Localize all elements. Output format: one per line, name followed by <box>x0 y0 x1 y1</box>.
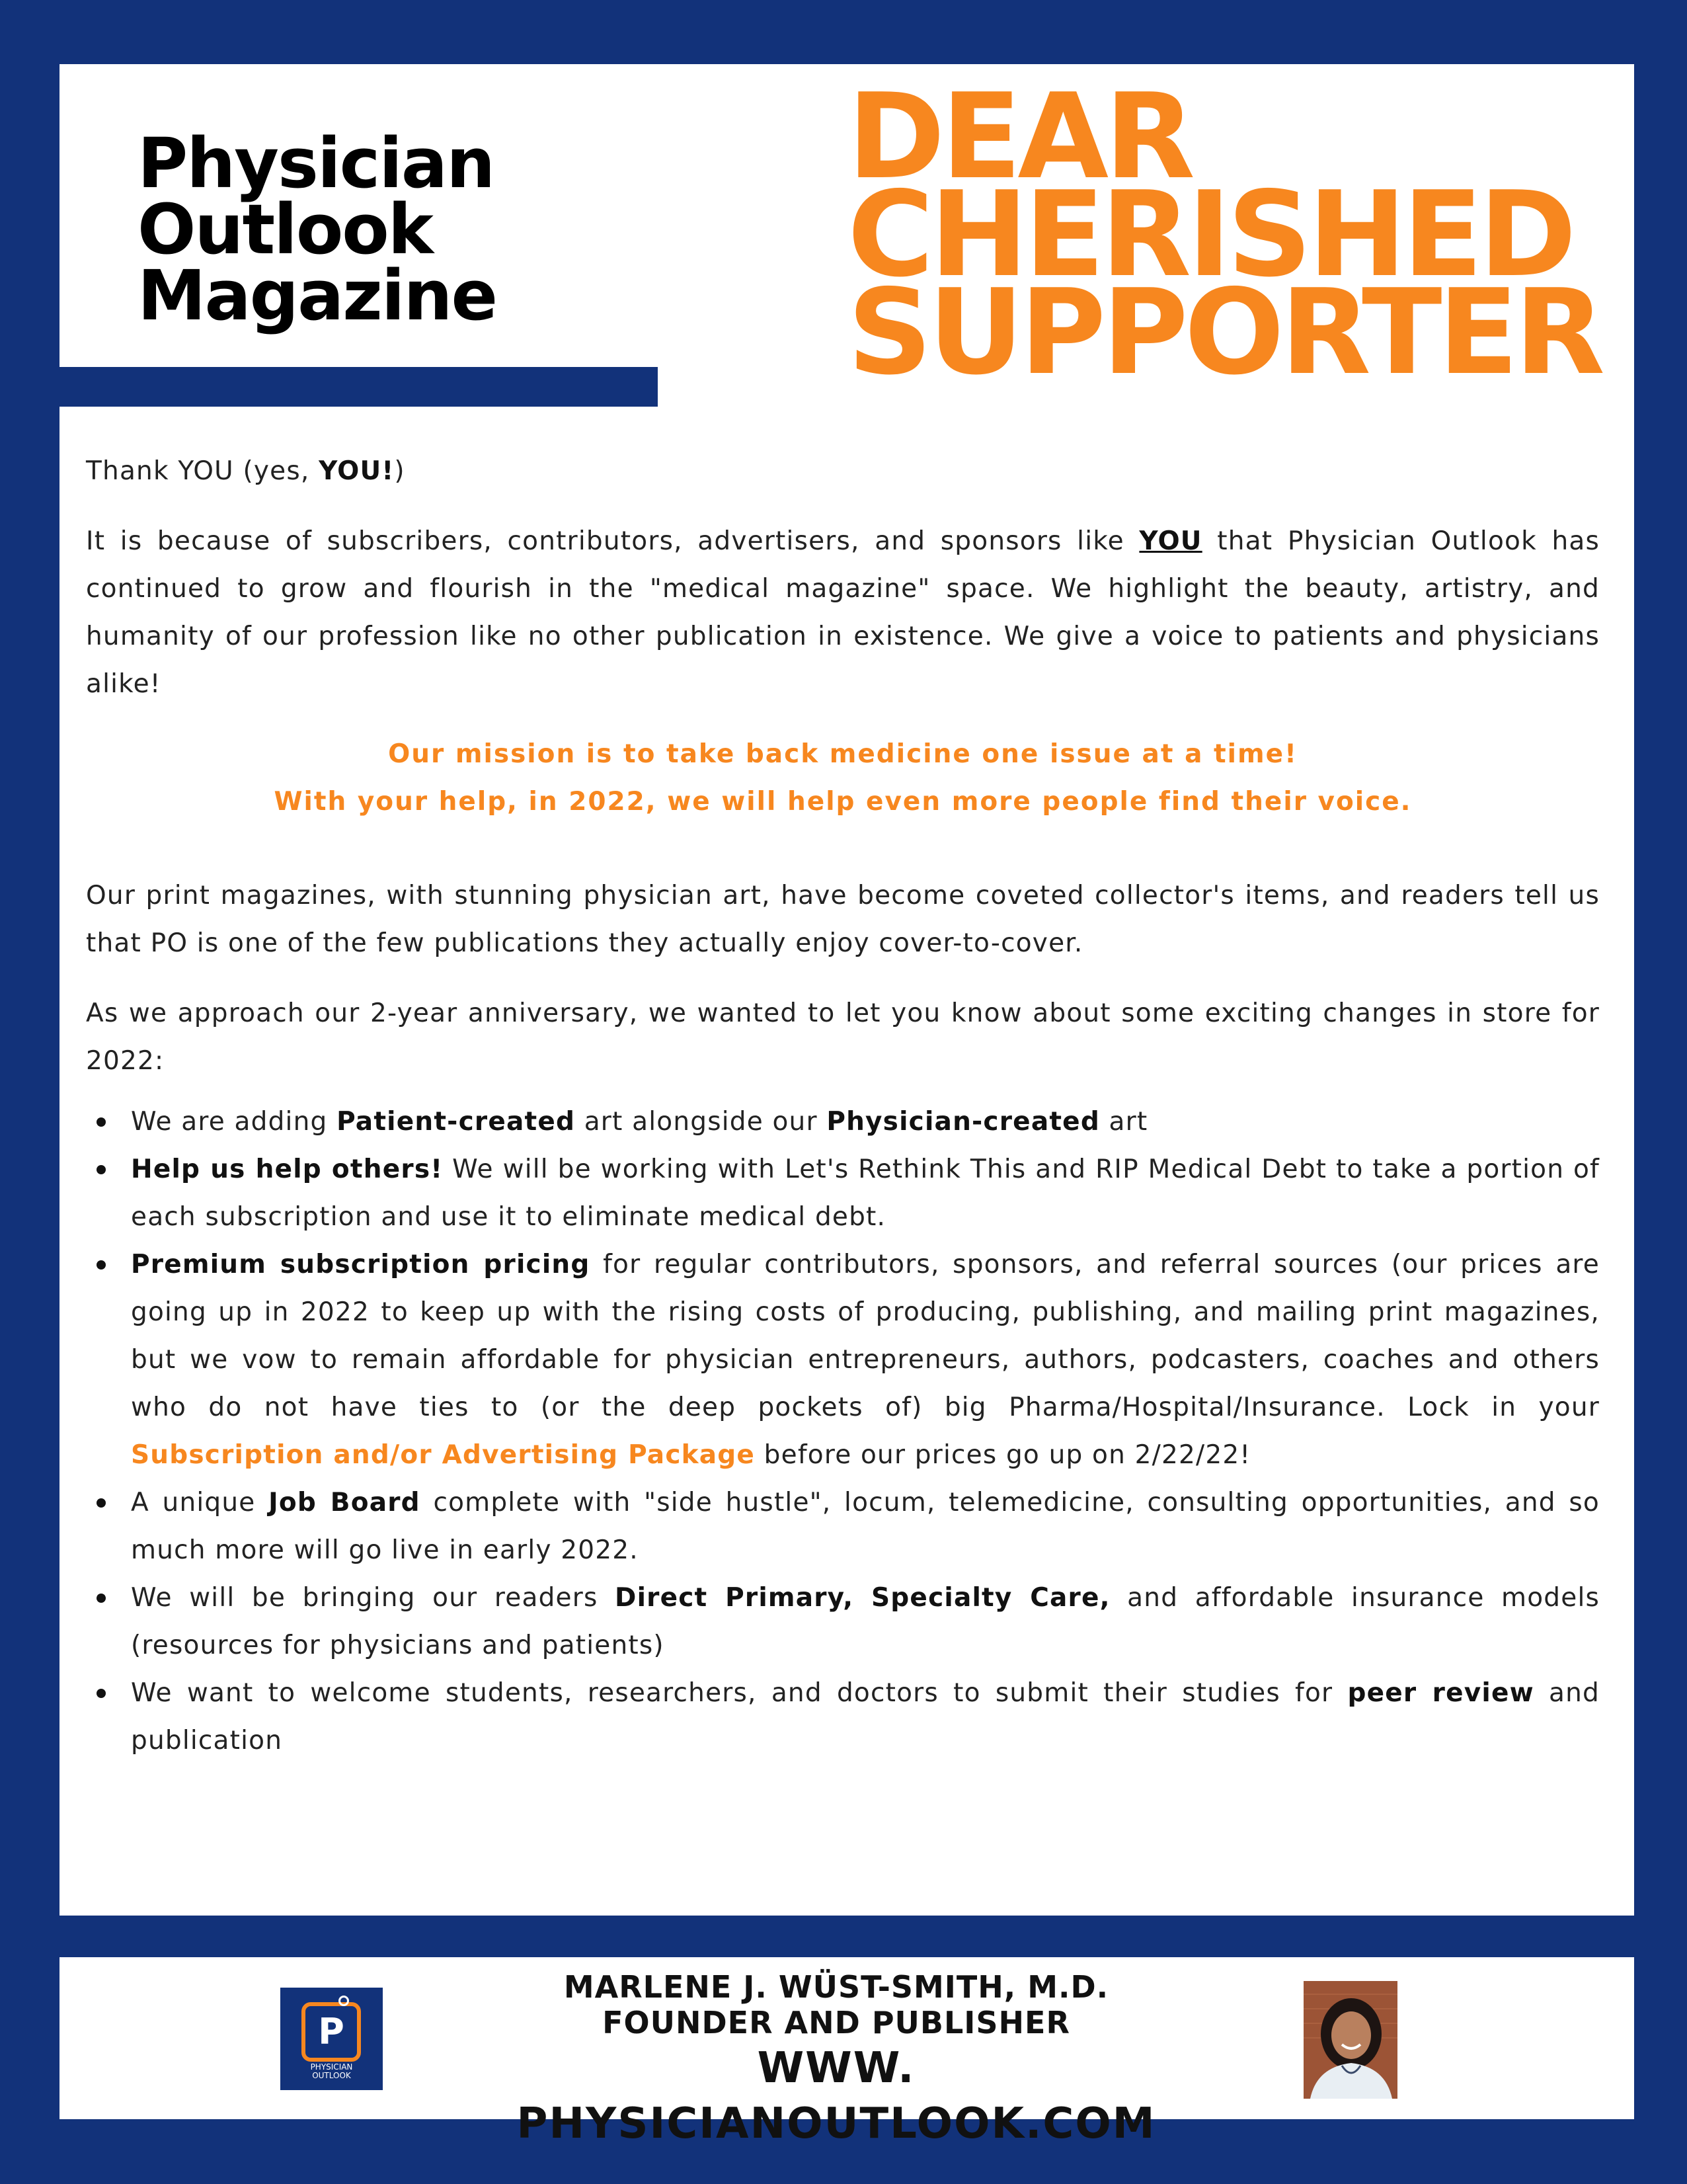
letter-body <box>86 448 1600 1765</box>
mission-statement <box>86 731 1600 826</box>
bullet-text: A unique <box>131 1488 269 1517</box>
bullet-text: for regular contributors, sponsors, and referral sources (our prices are going up in 2022 to keep up with the rising costs of producing, publishing, and mailing print magazines, but we vow to remain affordable for physician entrepreneurs, authors, podcasters, coaches and others who do not have ties to (or the deep pockets of) big Pharma/Hospital/Insurance. Lock in your <box>131 1250 1600 1422</box>
greeting <box>86 448 1600 495</box>
logo-caption <box>280 2063 383 2080</box>
greeting-emphasis: YOU! <box>319 456 395 486</box>
intro-text-end: that Physician Outlook has continued to grow and flourish in the "medical magazine" space. We highlight the beauty, artistry, and humanity of our profession like no other publication in existence. We give a voice to patients and physicians alike! <box>86 526 1600 699</box>
founder-photo <box>1304 1981 1397 2099</box>
list-item <box>131 1146 1600 1241</box>
headline <box>847 68 1602 401</box>
intro-text-start: It is because of subscribers, contributors, advertisers, and sponsors like <box>86 526 1140 556</box>
headline-line-3: SUPPORTER <box>847 264 1602 401</box>
logo-caption-line-1: PHYSICIAN <box>310 2062 353 2072</box>
logo-mark: P <box>301 2002 361 2062</box>
greeting-text: Thank YOU (yes, <box>86 456 319 486</box>
founder-portrait-icon <box>1304 1981 1397 2099</box>
subscription-package-link[interactable]: Subscription and/or Advertising Package <box>131 1440 756 1470</box>
header-divider-bar <box>59 367 658 407</box>
bullet-text: complete with "side hustle", locum, telemedicine, consulting opportunities, and so much more will go live in early 2022. <box>131 1488 1600 1565</box>
bullet-text: We want to welcome students, researchers, and doctors to submit their studies for <box>131 1678 1348 1708</box>
intro-you-emphasis: YOU <box>1139 526 1202 556</box>
bullet-emphasis: Direct Primary, Specialty Care, <box>615 1583 1111 1613</box>
magazine-title <box>137 123 497 336</box>
bullet-emphasis: Premium subscription pricing <box>131 1250 590 1279</box>
bullet-text: We will be working with Let's Rethink This and RIP Medical Debt to take a portion of each subscription and use it to eliminate medical debt. <box>131 1154 1600 1232</box>
mission-line-2: With your help, in 2022, we will help even more people find their voice. <box>274 787 1412 817</box>
bullet-emphasis: Help us help others! <box>131 1154 444 1184</box>
list-item <box>131 1670 1600 1765</box>
bullet-text: art alongside our <box>575 1107 827 1137</box>
list-item <box>131 1241 1600 1479</box>
bullet-emphasis: Patient-created <box>336 1107 576 1137</box>
signature-footer <box>59 1957 1634 2148</box>
logo-degree-icon <box>338 1996 349 2006</box>
bullet-text: and publication <box>131 1678 1600 1756</box>
bullet-text: art <box>1099 1107 1148 1137</box>
brand-line-1: Physician <box>137 123 494 204</box>
signature-block <box>456 1969 1216 2152</box>
bullet-text: before our prices go up on 2/22/22! <box>755 1440 1251 1470</box>
anniversary-paragraph: As we approach our 2-year anniversary, we wanted to let you know about some exciting changes in store for 2022: <box>86 998 1600 1076</box>
bullet-emphasis: peer review <box>1347 1678 1534 1708</box>
list-item <box>131 1098 1600 1146</box>
greeting-close: ) <box>394 456 405 486</box>
headline-line-2: CHERISHED <box>847 166 1573 303</box>
changes-list <box>86 1098 1600 1765</box>
founder-name: MARLENE J. WÜST-SMITH, M.D. <box>563 1969 1109 2005</box>
founder-role: FOUNDER AND PUBLISHER <box>602 2005 1070 2041</box>
website-link[interactable]: WWW. PHYSICIANOUTLOOK.COM <box>516 2044 1156 2148</box>
list-item <box>131 1574 1600 1670</box>
list-item <box>131 1479 1600 1574</box>
physician-outlook-logo <box>280 1988 383 2090</box>
letter-panel <box>59 64 1634 1916</box>
bullet-text: and affordable insurance models (resources for physicians and patients) <box>131 1583 1600 1660</box>
bullet-emphasis: Job Board <box>268 1488 420 1517</box>
logo-caption-line-2: OUTLOOK <box>312 2071 351 2080</box>
brand-line-3: Magazine <box>137 255 497 336</box>
intro-paragraph <box>86 518 1600 708</box>
brand-line-2: Outlook <box>137 189 432 270</box>
headline-line-1: DEAR <box>847 68 1192 205</box>
bullet-text: We are adding <box>131 1107 337 1137</box>
bullet-text: We will be bringing our readers <box>131 1583 615 1613</box>
print-magazines-paragraph: Our print magazines, with stunning physician art, have become coveted collector's items, and readers tell us that PO is one of the few publications they actually enjoy cover-to-cover. <box>86 881 1600 958</box>
mission-line-1: Our mission is to take back medicine one issue at a time! <box>388 739 1298 769</box>
bullet-emphasis: Physician-created <box>826 1107 1100 1137</box>
